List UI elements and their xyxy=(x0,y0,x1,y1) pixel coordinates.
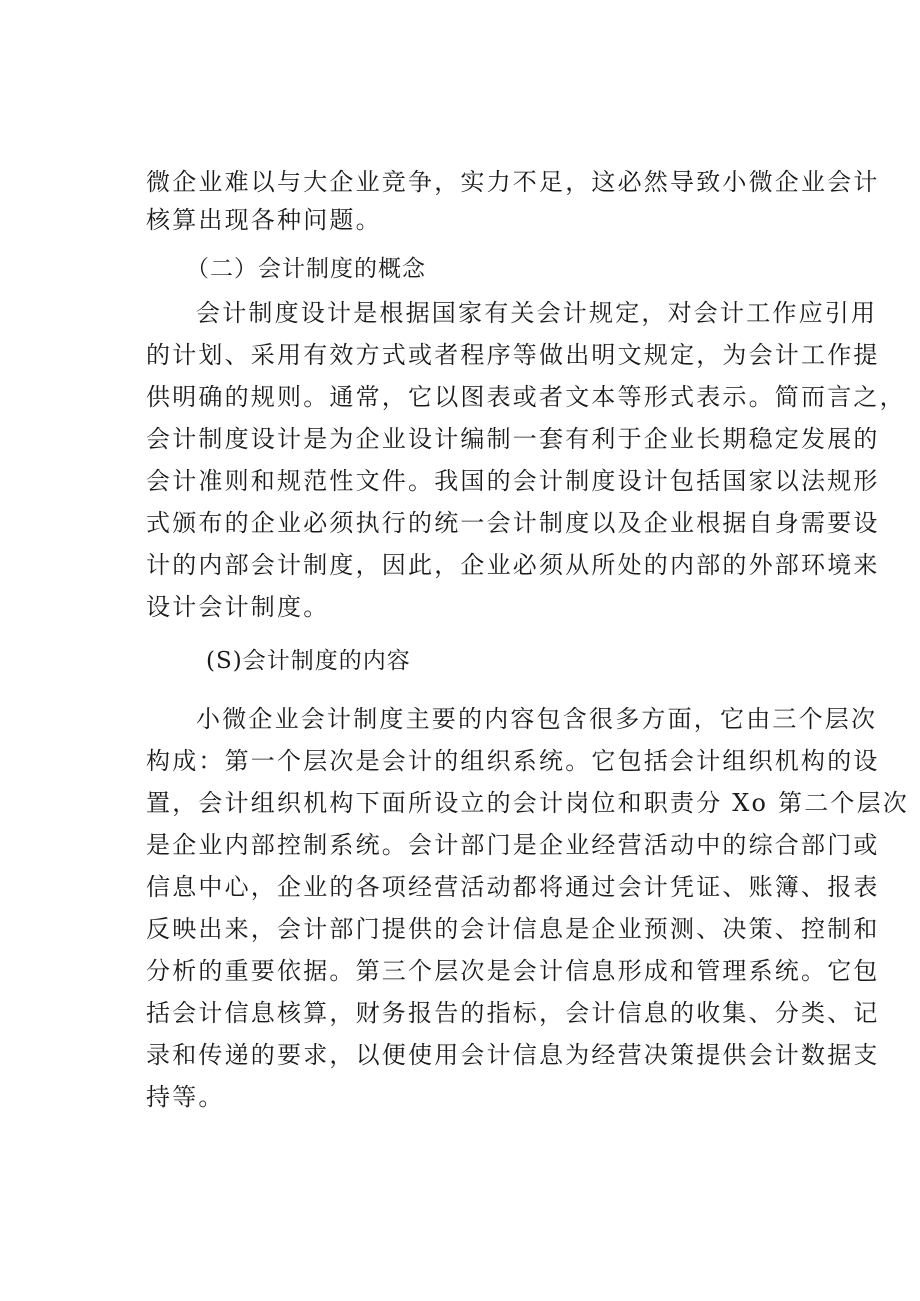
para2-line-7: 分析的重要依据。第三个层次是会计信息形成和管理系统。它包 xyxy=(146,957,880,985)
para2-line-3: 置，会计组织机构下面所设立的会计岗位和职责分 Xo 第二个层次 xyxy=(146,789,909,817)
para2-line-2: 构成：第一个层次是会计的组织系统。它包括会计组织机构的设 xyxy=(146,747,880,775)
para2-line-8: 括会计信息核算，财务报告的指标，会计信息的收集、分类、记 xyxy=(146,999,880,1027)
para0-line-2: 核算出现各种问题。 xyxy=(146,206,382,234)
para2-line-9: 录和传递的要求，以便使用会计信息为经营决策提供会计数据支 xyxy=(146,1041,880,1069)
para1-line-3: 供明确的规则。通常，它以图表或者文本等形式表示。简而言之， xyxy=(146,383,906,411)
para1-line-6: 式颁布的企业必须执行的统一会计制度以及企业根据自身需要设 xyxy=(146,509,880,537)
para2-line-5: 信息中心，企业的各项经营活动都将通过会计凭证、账簿、报表 xyxy=(146,873,880,901)
para2-line-1: 小微企业会计制度主要的内容包含很多方面，它由三个层次 xyxy=(196,705,878,733)
para1-line-4: 会计制度设计是为企业设计编制一套有利于企业长期稳定发展的 xyxy=(146,425,880,453)
para1-line-2: 的计划、采用有效方式或者程序等做出明文规定，为会计工作提 xyxy=(146,341,880,369)
para1-line-5: 会计准则和规范性文件。我国的会计制度设计包括国家以法规形 xyxy=(146,467,880,495)
para1-line-7: 计的内部会计制度，因此，企业必须从所处的内部的外部环境来 xyxy=(146,551,880,579)
para2-line-6: 反映出来，会计部门提供的会计信息是企业预测、决策、控制和 xyxy=(146,915,880,943)
para1-line-1: 会计制度设计是根据国家有关会计规定，对会计工作应引用 xyxy=(196,299,878,327)
para2-line-10: 持等。 xyxy=(146,1083,225,1111)
para2-line-4: 是企业内部控制系统。会计部门是企业经营活动中的综合部门或 xyxy=(146,831,880,859)
section-heading-3: (S)会计制度的内容 xyxy=(206,648,411,674)
para0-line-1: 微企业难以与大企业竞争，实力不足，这必然导致小微企业会计 xyxy=(146,168,880,196)
section-heading-2: （二）会计制度的概念 xyxy=(186,256,426,282)
para1-line-8: 设计会计制度。 xyxy=(146,593,330,621)
